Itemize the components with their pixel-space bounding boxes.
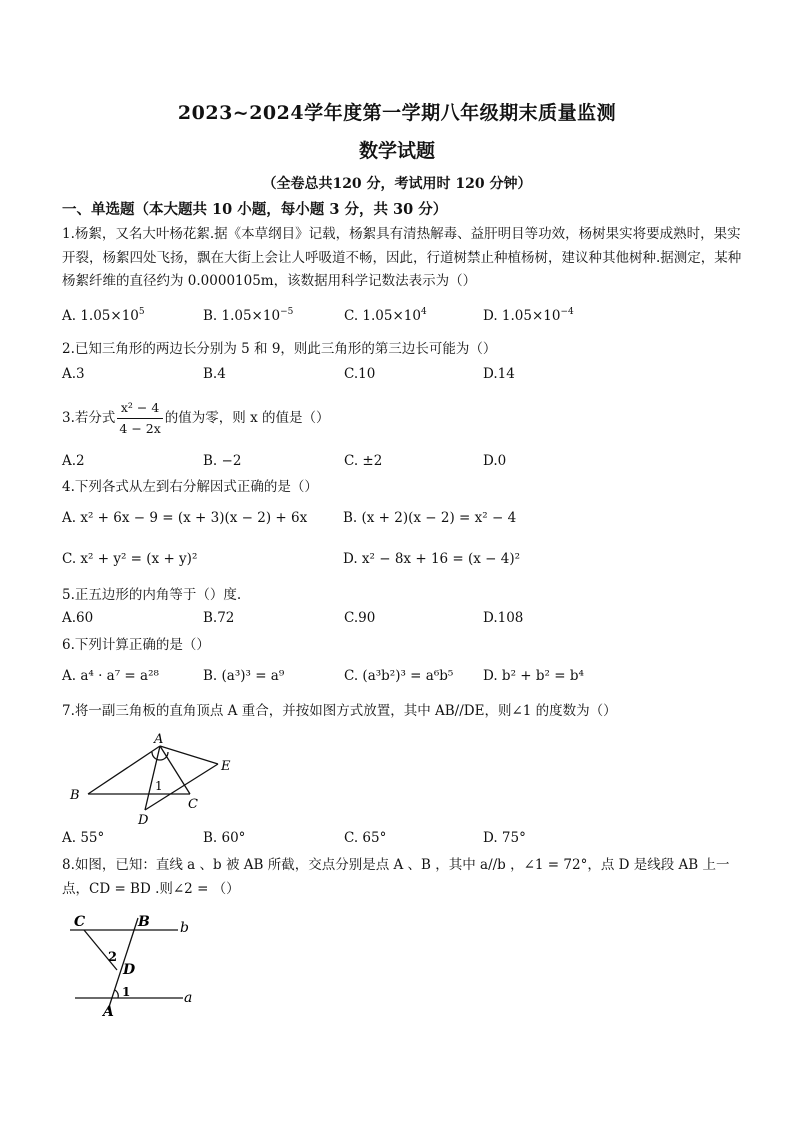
question-4-options-row2 xyxy=(62,551,742,573)
option-b: B. $1.05\times 10^{-5}$ xyxy=(203,307,294,324)
label-d: D xyxy=(123,962,136,978)
option-d: D.14 xyxy=(483,366,515,382)
question-5-options xyxy=(62,610,742,632)
question-6-text: 6.下列计算正确的是（） xyxy=(62,637,210,653)
option-d: D. x² − 8x + 16 = (x − 4)² xyxy=(343,551,521,567)
label-line-a: a xyxy=(184,990,193,1006)
question-3-text xyxy=(62,398,742,439)
option-d: D. b² + b² = b⁴ xyxy=(483,668,584,684)
option-d: D. $1.05\times 10^{-4}$ xyxy=(483,307,574,324)
option-a: A.2 xyxy=(62,453,85,469)
option-c: C. (a³b²)³ = a⁶b⁵ xyxy=(344,668,454,684)
question-6-options xyxy=(62,668,742,690)
option-c: C. 65° xyxy=(344,830,387,846)
angle-2-label: 2 xyxy=(108,950,118,965)
option-b: B.4 xyxy=(203,366,226,382)
label-b: B xyxy=(138,914,150,930)
option-a: A. x² + 6x − 9 = (x + 3)(x − 2) + 6x xyxy=(62,510,308,526)
fraction-numerator: x² − 4 xyxy=(117,398,162,419)
question-2-text: 2.已知三角形的两边长分别为 5 和 9，则此三角形的第三边长可能为（） xyxy=(62,341,497,357)
segment-ba xyxy=(88,746,160,794)
question-2-options xyxy=(62,366,742,388)
label-c: C xyxy=(188,797,198,812)
triangle-lines xyxy=(88,746,218,810)
option-c: C. ±2 xyxy=(344,453,383,469)
option-a: A.3 xyxy=(62,366,85,382)
label-a: A xyxy=(103,1004,114,1020)
option-b: B. 60° xyxy=(203,830,246,846)
label-line-b: b xyxy=(180,920,189,936)
label-d: D xyxy=(138,813,149,826)
option-b: B. (x + 2)(x − 2) = x² − 4 xyxy=(343,510,517,526)
fraction-denominator: 4 − 2x xyxy=(119,421,161,436)
question-1-options xyxy=(62,307,742,329)
question-3-options xyxy=(62,453,742,475)
question-3-fraction xyxy=(117,398,162,439)
question-7-options xyxy=(62,830,742,852)
angle-1-arc xyxy=(115,990,118,998)
question-5-text: 5.正五边形的内角等于（）度. xyxy=(62,587,242,603)
option-d: D. 75° xyxy=(483,830,526,846)
segment-ac xyxy=(160,746,190,794)
label-a: A xyxy=(154,732,164,747)
option-c: C.90 xyxy=(344,610,376,626)
option-a: A. a⁴ · a⁷ = a²⁸ xyxy=(62,668,159,684)
angle-1-label: 1 xyxy=(122,985,131,999)
option-d: D.0 xyxy=(483,453,507,469)
question-3-prefix: 3.若分式 xyxy=(62,410,116,426)
page-subtitle: 数学试题 xyxy=(358,140,435,162)
section-heading: 一、单选题（本大题共 10 小题，每小题 3 分，共 30 分） xyxy=(62,201,448,218)
option-c: C. $1.05\times 10^4$ xyxy=(344,307,427,324)
option-b: B. (a³)³ = a⁹ xyxy=(203,668,285,684)
question-1-text: 1.杨絮，又名大叶杨花絮.据《本草纲目》记载，杨絮具有清热解毒、益肝明目等功效，杨树果实将要成熟时，果实开裂，杨絮四处飞扬，飘在大街上会让人呼吸道不畅，因此，行道树禁止种植杨树，建议种其他树种.据测定，某种杨絮纤维的直径约为 0.0000105m，该数据用科学记数法表示为（） xyxy=(62,226,742,289)
question-3-suffix: 的值为零，则 x 的值是（） xyxy=(164,410,330,426)
question-7-figure xyxy=(60,726,250,826)
angle-1-label: 1 xyxy=(155,779,163,793)
question-7-text: 7.将一副三角板的直角顶点 A 重合，并按如图方式放置，其中 AB//DE，则∠1 的度数为（） xyxy=(62,703,617,719)
question-8-text: 8.如图，已知：直线 a 、b 被 AB 所截，交点分别是点 A 、B ，其中 a//b ，∠1 = 72°，点 D 是线段 AB 上一点，CD = BD .则∠2 = （） xyxy=(62,857,730,897)
option-a: A. 55° xyxy=(62,830,105,846)
option-b: B.72 xyxy=(203,610,235,626)
page-title: 2023~2024学年度第一学期八年级期末质量监测 xyxy=(177,102,617,124)
question-8-figure xyxy=(60,910,210,1020)
exam-note: （全卷总共120 分，考试用时 120 分钟） xyxy=(262,176,532,192)
option-b: B. −2 xyxy=(203,453,242,469)
question-4-options-row1 xyxy=(62,510,742,532)
option-c: C. x² + y² = (x + y)² xyxy=(62,551,198,567)
option-d: D.108 xyxy=(483,610,524,626)
label-b: B xyxy=(70,788,80,803)
label-c: C xyxy=(74,914,86,930)
segment-ae xyxy=(160,746,218,764)
option-a: A. $1.05\times 10^5$ xyxy=(62,307,145,324)
question-4-text: 4.下列各式从左到右分解因式正确的是（） xyxy=(62,479,318,495)
option-c: C.10 xyxy=(344,366,376,382)
label-e: E xyxy=(221,759,231,774)
option-a: A.60 xyxy=(62,610,94,626)
